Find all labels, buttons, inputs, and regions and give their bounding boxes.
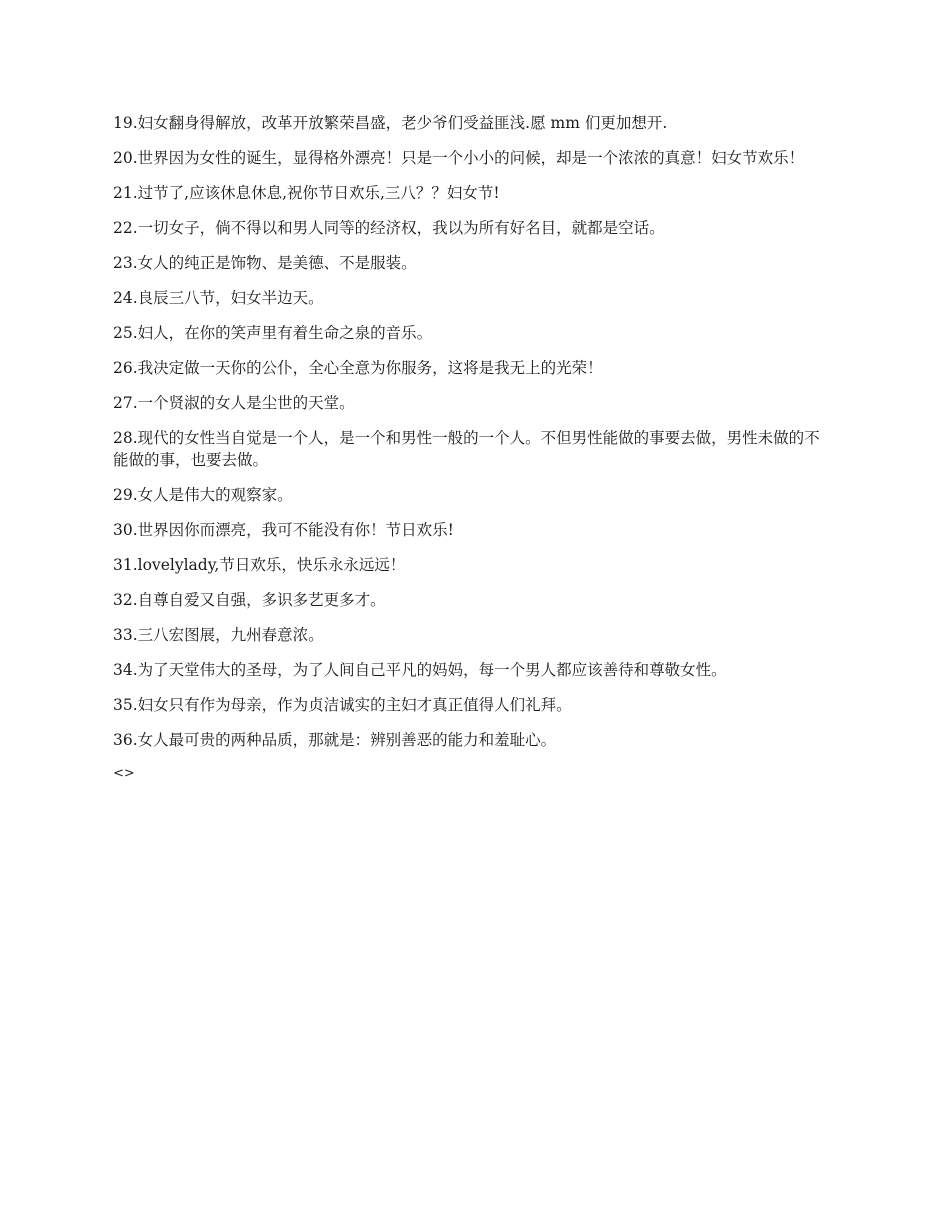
quote-paragraph-20: 20.世界因为女性的诞生，显得格外漂亮！只是一个小小的问候，却是一个浓浓的真意！妇女节欢乐！ [113, 149, 805, 167]
quote-paragraph-28: 28.现代的女性当自觉是一个人，是一个和男性一般的一个人。不但男性能做的事要去做，男性未做的不能做的事，也要去做。 [113, 429, 820, 469]
quote-paragraph-27: 27.一个贤淑的女人是尘世的天堂。 [113, 394, 355, 412]
quote-paragraph-33: 33.三八宏图展，九州春意浓。 [113, 626, 324, 644]
quote-paragraph-26: 26.我决定做一天你的公仆，全心全意为你服务，这将是我无上的光荣！ [113, 359, 603, 377]
quote-paragraph-31: 31.lovelylady,节日欢乐，快乐永永远远！ [113, 556, 406, 574]
quote-paragraph-36: 36.女人最可贵的两种品质，那就是：辨别善恶的能力和羞耻心。 [113, 731, 557, 749]
quote-paragraph-22: 22.一切女子，倘不得以和男人同等的经济权，我以为所有好名目，就都是空话。 [113, 219, 665, 237]
quote-paragraph-21: 21.过节了,应该休息休息,祝你节日欢乐,三八？？妇女节! [113, 184, 500, 202]
quote-paragraph-32: 32.自尊自爱又自强，多识多艺更多才。 [113, 591, 386, 609]
quote-paragraph-35: 35.妇女只有作为母亲，作为贞洁诚实的主妇才真正值得人们礼拜。 [113, 696, 572, 714]
quote-paragraph-30: 30.世界因你而漂亮，我可不能没有你！节日欢乐! [113, 521, 454, 539]
document-body [113, 112, 825, 784]
trailing-marker: <> [113, 766, 135, 781]
quote-paragraph-29: 29.女人是伟大的观察家。 [113, 486, 293, 504]
quote-paragraph-25: 25.妇人，在你的笑声里有着生命之泉的音乐。 [113, 324, 433, 342]
quote-paragraph-19: 19.妇女翻身得解放，改革开放繁荣昌盛，老少爷们受益匪浅.愿 mm 们更加想开. [113, 114, 668, 132]
quote-paragraph-23: 23.女人的纯正是饰物、是美德、不是服装。 [113, 254, 417, 272]
quote-paragraph-24: 24.良辰三八节，妇女半边天。 [113, 289, 324, 307]
quote-paragraph-34: 34.为了天堂伟大的圣母，为了人间自己平凡的妈妈，每一个男人都应该善待和尊敬女性。 [113, 661, 727, 679]
